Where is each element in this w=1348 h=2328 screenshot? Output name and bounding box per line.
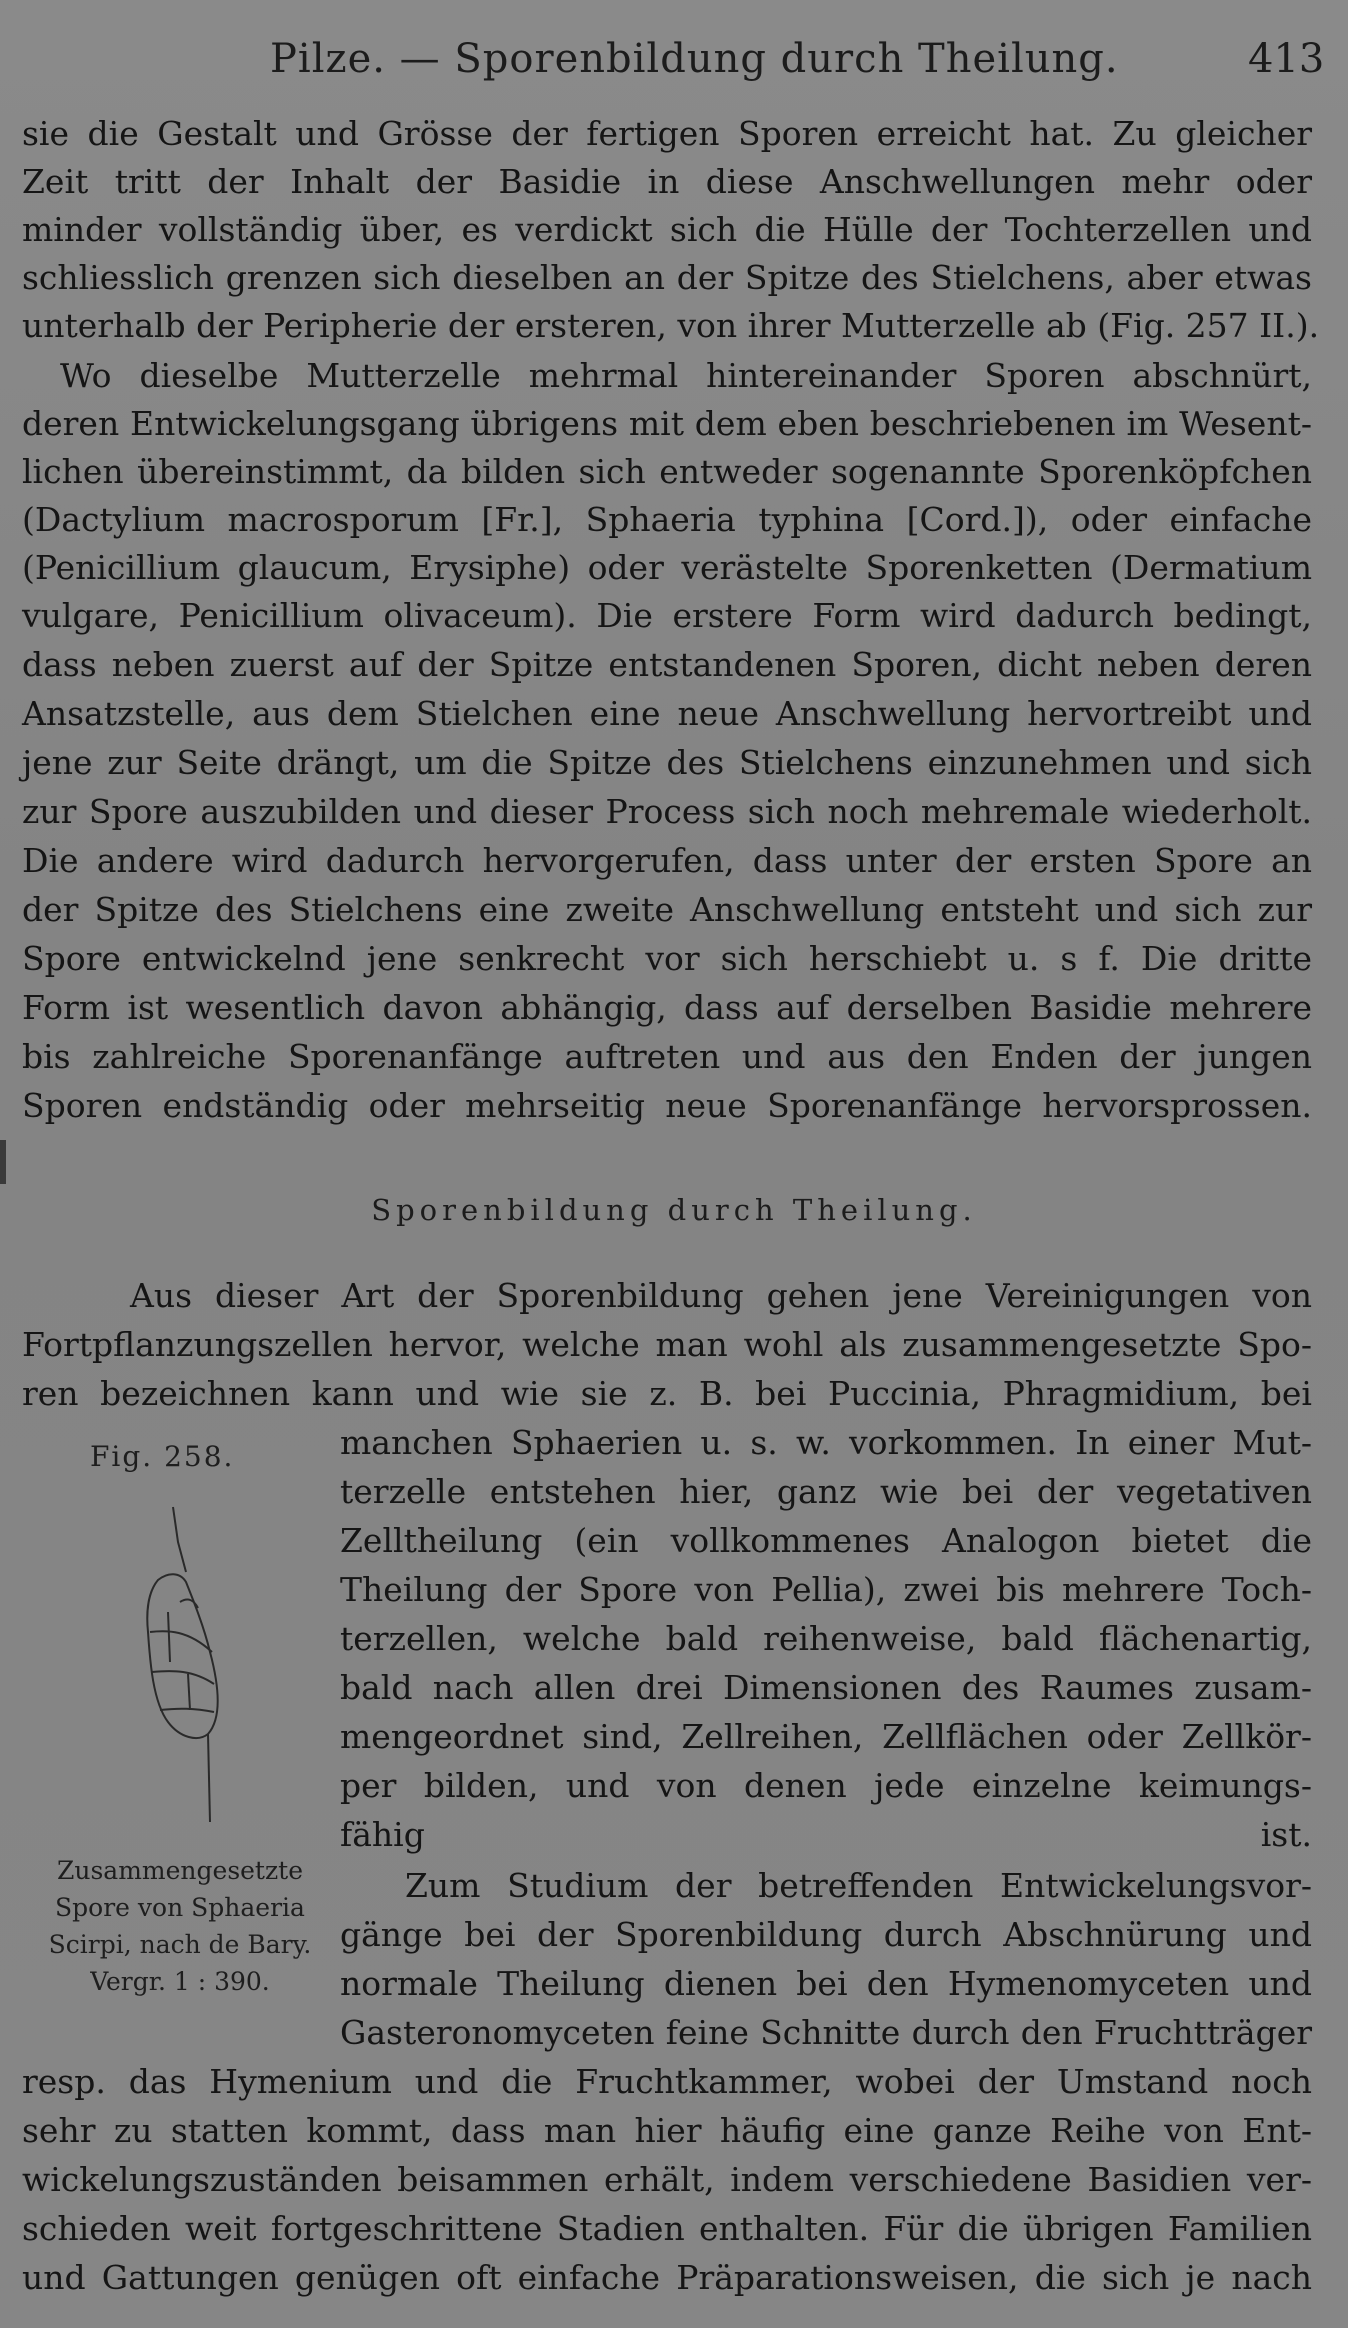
text-line: fähig ist. [340,1815,1312,1854]
caption-line: Scirpi, nach de Bary. [48,1930,312,1959]
figure-caption [30,1852,330,2000]
text-line: Zeit tritt der Inhalt der Basidie in diese Anschwellungen mehr oder [22,162,1312,201]
text-line: Form ist wesentlich davon abhängig, dass auf derselben Basidie mehrere [22,988,1312,1027]
text-line: per bilden, und von denen jede einzelne keimungs- [340,1766,1312,1805]
text-line: Ansatzstelle, aus dem Stielchen eine neue Anschwellung hervortreibt und [22,694,1312,733]
text-line: manchen Sphaerien u. s. w. vorkommen. In einer Mut- [340,1423,1312,1462]
spore-illustration [128,1502,238,1832]
text-line: Zelltheilung (ein vollkommenes Analogon bietet die [340,1521,1312,1560]
running-header [0,28,1348,88]
text-line: ren bezeichnen kann und wie sie z. B. bei Puccinia, Phragmidium, bei [22,1374,1312,1413]
text-line: Gasteronomyceten feine Schnitte durch den Fruchtträger [340,2013,1312,2052]
text-line: Wo dieselbe Mutterzelle mehrmal hintereinander Sporen abschnürt, [60,356,1312,395]
caption-line: Vergr. 1 : 390. [90,1967,270,1996]
text-line: bis zahlreiche Sporenanfänge auftreten und aus den Enden der jungen [22,1037,1312,1076]
text-line: zur Spore auszubilden und dieser Process sich noch mehremale wiederholt. [22,792,1312,831]
text-line: schliesslich grenzen sich dieselben an der Spitze des Stielchens, aber etwas [22,258,1312,297]
text-line: minder vollständig über, es verdickt sich die Hülle der Tochterzellen und [22,210,1312,249]
text-line: Aus dieser Art der Sporenbildung gehen jene Vereinigungen von [130,1276,1312,1315]
text-line: und Gattungen genügen oft einfache Präparationsweisen, die sich je nach [22,2258,1312,2297]
text-line: terzelle entstehen hier, ganz wie bei der vegetativen [340,1472,1312,1511]
text-line: Theilung der Spore von Pellia), zwei bis mehrere Toch- [340,1570,1312,1609]
text-line: Die andere wird dadurch hervorgerufen, dass unter der ersten Spore an [22,841,1312,880]
text-line: terzellen, welche bald reihenweise, bald flächenartig, [340,1619,1312,1658]
caption-line: Spore von Sphaeria [55,1893,305,1922]
text-line: sehr zu statten kommt, dass man hier häufig eine ganze Reihe von Ent- [22,2111,1312,2150]
text-line: Sporen endständig oder mehrseitig neue Sporenanfänge hervorsprossen. [22,1086,1312,1125]
figure-label: Fig. 258. [90,1440,235,1473]
text-line: vulgare, Penicillium olivaceum). Die erstere Form wird dadurch bedingt, [22,596,1312,635]
header-title: Pilze. — Sporenbildung durch Theilung. [270,36,1119,82]
text-line: schieden weit fortgeschrittene Stadien enthalten. Für die übrigen Familien [22,2209,1312,2248]
text-line: (Dactylium macrosporum [Fr.], Sphaeria typhina [Cord.]), oder einfache [22,500,1312,539]
text-line: jene zur Seite drängt, um die Spitze des Stielchens einzunehmen und sich [22,743,1312,782]
text-line: der Spitze des Stielchens eine zweite Anschwellung entsteht und sich zur [22,890,1312,929]
text-line: deren Entwickelungsgang übrigens mit dem eben beschriebenen im Wesent- [22,404,1312,443]
text-line: Spore entwickelnd jene senkrecht vor sich herschiebt u. s f. Die dritte [22,939,1312,978]
text-line: lichen übereinstimmt, da bilden sich entweder sogenannte Sporenköpfchen [22,452,1312,491]
page-number: 413 [1248,36,1325,82]
section-heading: Sporenbildung durch Theilung. [371,1193,977,1227]
text-line: mengeordnet sind, Zellreihen, Zellflächen oder Zellkör- [340,1717,1312,1756]
text-line: sie die Gestalt und Grösse der fertigen Sporen erreicht hat. Zu gleicher [22,114,1312,153]
text-line: gänge bei der Sporenbildung durch Abschnürung und [340,1915,1312,1954]
text-line: unterhalb der Peripherie der ersteren, von ihrer Mutterzelle ab (Fig. 257 II.). [22,306,1320,345]
text-line: (Penicillium glaucum, Erysiphe) oder verästelte Sporenketten (Dermatium [22,548,1312,587]
caption-line: Zusammengesetzte [57,1856,303,1885]
text-line: Fortpflanzungszellen hervor, welche man wohl als zusammengesetzte Spo- [22,1325,1312,1364]
margin-mark [0,1140,6,1184]
text-line: normale Theilung dienen bei den Hymenomyceten und [340,1964,1312,2003]
text-line: bald nach allen drei Dimensionen des Raumes zusam- [340,1668,1312,1707]
text-line: dass neben zuerst auf der Spitze entstandenen Sporen, dicht neben deren [22,645,1312,684]
text-line: Zum Studium der betreffenden Entwickelungsvor- [405,1866,1312,1905]
text-line: resp. das Hymenium und die Fruchtkammer, wobei der Umstand noch [22,2062,1312,2101]
text-line: wickelungszuständen beisammen erhält, indem verschiedene Basidien ver- [22,2160,1312,2199]
